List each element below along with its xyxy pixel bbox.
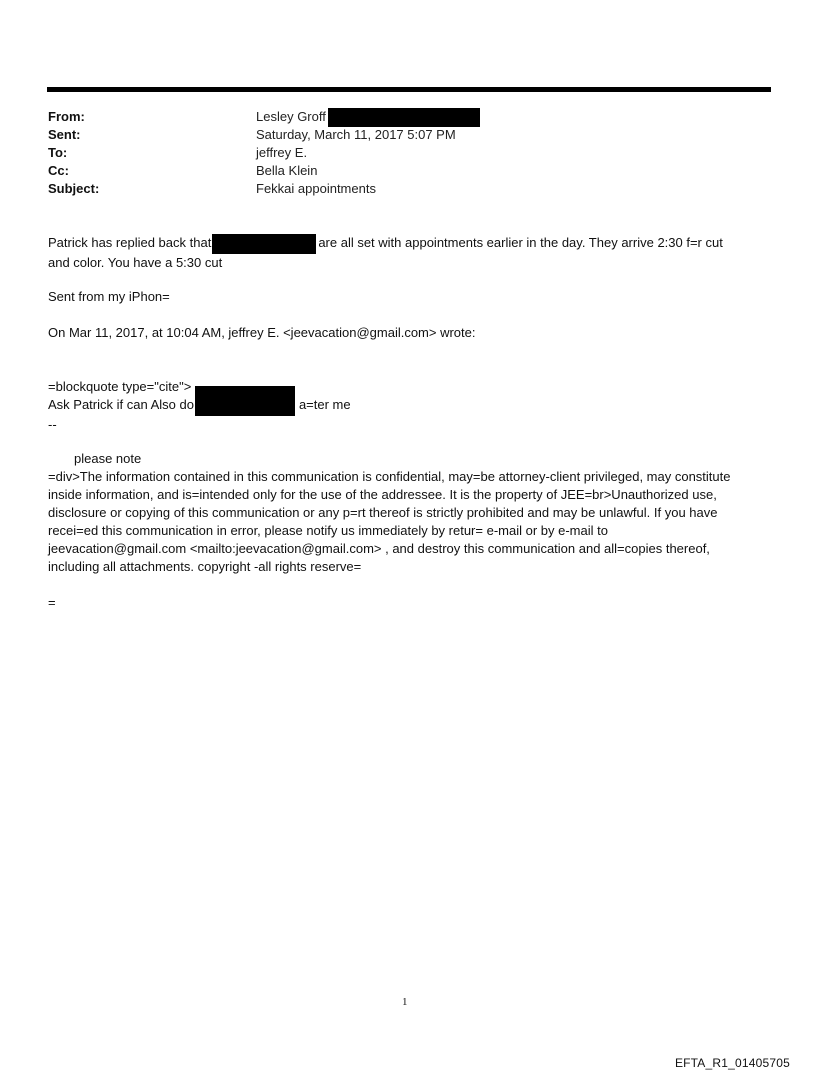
paragraph-text: Patrick has replied back that xyxy=(48,235,212,250)
paragraph-line xyxy=(48,234,768,254)
disclaimer-line: inside information, and is=intended only for the use of the addressee. It is the property of JEE=br>Unauthorized use, xyxy=(48,487,717,502)
paragraph-line: and color. You have a 5:30 cut xyxy=(48,255,223,270)
please-note-line: please note xyxy=(74,451,142,466)
from-value xyxy=(256,108,480,127)
disclaimer-line: =div>The information contained in this communication is confidential, may=be attorney-client privileged, may constitute xyxy=(48,469,731,484)
quote-attribution: On Mar 11, 2017, at 10:04 AM, jeffrey E. <jeevacation@gmail.com> wrote: xyxy=(48,325,476,340)
quoted-line xyxy=(48,396,768,416)
redaction-block xyxy=(328,108,480,127)
signature-separator: -- xyxy=(48,417,57,432)
cc-label: Cc: xyxy=(48,163,69,178)
disclaimer-line: including all attachments. copyright -all rights reserve= xyxy=(48,559,362,574)
paragraph-text: are all set with appointments earlier in the day. They arrive 2:30 f=r cut xyxy=(318,235,723,250)
page-number: 1 xyxy=(402,996,408,1008)
cc-value: Bella Klein xyxy=(256,163,318,178)
document-id: EFTA_R1_01405705 xyxy=(674,1056,790,1070)
to-label: To: xyxy=(48,145,68,160)
sent-label: Sent: xyxy=(48,127,81,142)
disclaimer-line: jeevacation@gmail.com <mailto:jeevacation@gmail.com> , and destroy this communication and all=copies thereof, xyxy=(48,541,710,556)
subject-label: Subject: xyxy=(48,181,100,196)
sent-from-line: Sent from my iPhon= xyxy=(48,289,170,304)
disclaimer-line: recei=ed this communication in error, please notify us immediately by retur= e-mail or by e-mail to xyxy=(48,523,608,538)
blockquote-tag-text: =blockquote type="cite"> xyxy=(48,379,192,394)
redaction-block xyxy=(212,234,316,254)
quoted-text: a=ter me xyxy=(298,397,351,412)
from-name: Lesley Groff xyxy=(256,109,326,124)
subject-value: Fekkai appointments xyxy=(256,181,376,196)
to-value: jeffrey E. xyxy=(256,145,308,160)
message-paragraph xyxy=(48,234,768,272)
from-label: From: xyxy=(48,109,85,124)
redaction-block xyxy=(195,386,295,416)
header-divider-rule xyxy=(47,87,771,92)
quoted-text: Ask Patrick if can Also do xyxy=(48,397,194,412)
quoted-message xyxy=(48,378,768,434)
trailing-equals: = xyxy=(48,595,56,610)
disclaimer-line: disclosure or copying of this communication or any p=rt thereof is strictly prohibited and may be unlawful. If you have xyxy=(48,505,718,520)
sent-value: Saturday, March 11, 2017 5:07 PM xyxy=(256,127,456,142)
confidentiality-disclaimer xyxy=(48,468,768,576)
